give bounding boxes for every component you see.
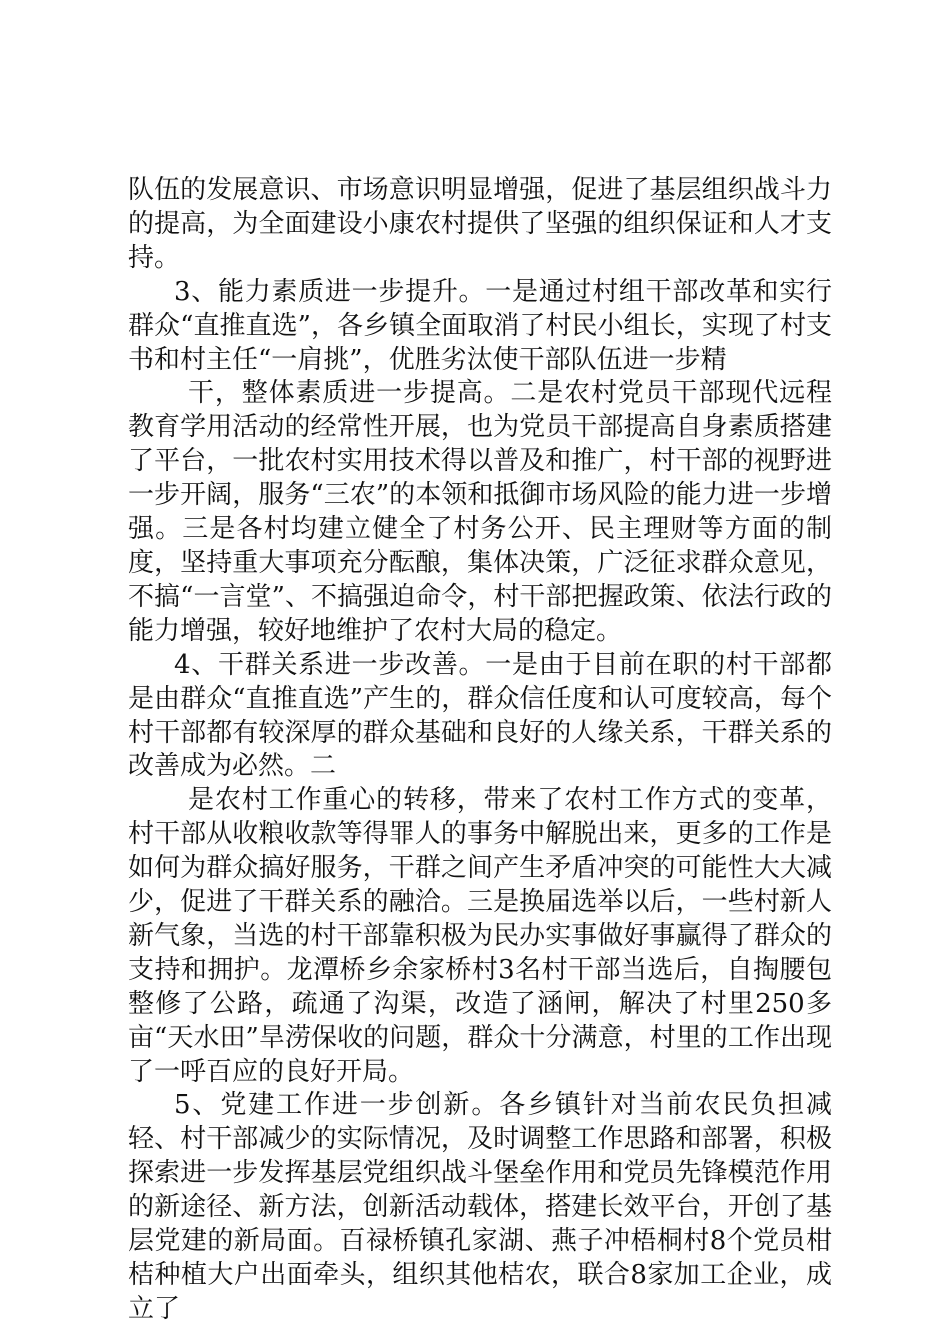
paragraph-ability-quality: 3、能力素质进一步提升。一是通过村组干部改革和实行群众“直推直选”，各乡镇全面取消了村民小组长，实现了村支书和村主任“一肩挑”，优胜劣汰使干部队伍进一步精 bbox=[128, 276, 832, 375]
paragraph-ability-quality-continued: 干，整体素质进一步提高。二是农村党员干部现代远程教育学用活动的经常性开展，也为党员干部提高自身素质搭建了平台，一批农村实用技术得以普及和推广，村干部的视野进一步开阔，服务“三农”的本领和抵御市场风险的能力进一步增强。三是各村均建立健全了村务公开、民主理财等方面的制度，坚持重大事项充分酝酿，集体决策，广泛征求群众意见，不搞“一言堂”、不搞强迫命令，村干部把握政策、依法行政的能力增强，较好地维护了农村大局的稳定。 bbox=[128, 378, 832, 646]
document-body bbox=[128, 174, 832, 1327]
paragraph-cadre-relations: 4、干群关系进一步改善。一是由于目前在职的村干部都是由群众“直推直选”产生的，群众信任度和认可度较高，每个村干部都有较深厚的群众基础和良好的人缘关系，干群关系的改善成为必然。二 bbox=[128, 649, 832, 782]
paragraph-party-building: 5、党建工作进一步创新。各乡镇针对当前农民负担减轻、村干部减少的实际情况，及时调整工作思路和部署，积极探索进一步发挥基层党组织战斗堡垒作用和党员先锋模范作用的新途径、新方法，创新活动载体，搭建长效平台，开创了基层党建的新局面。百禄桥镇孔家湖、燕子冲梧桐村8个党员柑桔种植大户出面牵头，组织其他桔农，联合8家加工企业，成立了 bbox=[128, 1090, 832, 1324]
paragraph-cadre-relations-continued: 是农村工作重心的转移，带来了农村工作方式的变革，村干部从收粮收款等得罪人的事务中解脱出来，更多的工作是如何为群众搞好服务，干群之间产生矛盾冲突的可能性大大减少，促进了干群关系的融洽。三是换届选举以后，一些村新人新气象，当选的村干部靠积极为民办实事做好事赢得了群众的支持和拥护。龙潭桥乡余家桥村3名村干部当选后，自掏腰包整修了公路，疏通了沟渠，改造了涵闸，解决了村里250多亩“天水田”旱涝保收的问题，群众十分满意，村里的工作出现了一呼百应的良好开局。 bbox=[128, 785, 832, 1087]
paragraph-intro-continuation: 队伍的发展意识、市场意识明显增强，促进了基层组织战斗力的提高，为全面建设小康农村提供了坚强的组织保证和人才支持。 bbox=[128, 175, 832, 273]
